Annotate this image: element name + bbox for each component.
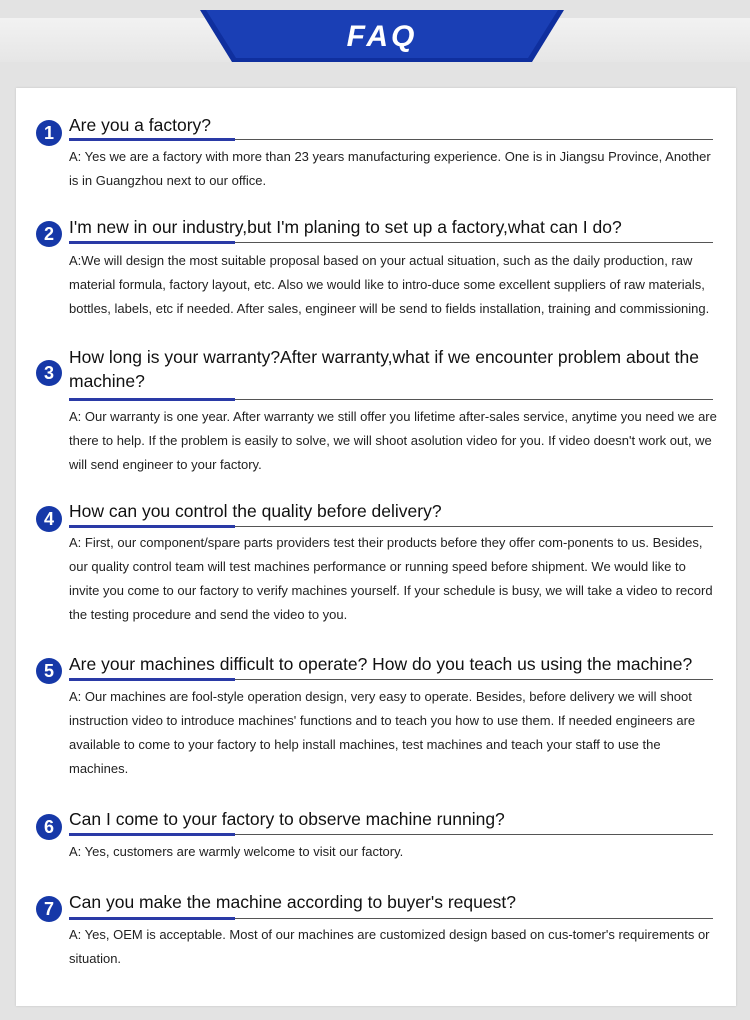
- question-divider: [69, 679, 713, 680]
- faq-answer: A: Our warranty is one year. After warranty we still offer you lifetime after-sales service, anytime you need we are there to help. If the problem is easily to solve, we will shoot asolution video for you. If video doesn't work out, we will send engineer to your factory.: [69, 409, 717, 472]
- question-divider: [69, 242, 713, 243]
- faq-answer: A: Our machines are fool-style operation design, very easy to operate. Besides, before delivery we will shoot instruction video to introduce machines' functions and to teach you how to use them. If needed engineers are available to come to your factory to help install machines, test machines and teach your staff to use the machines.: [69, 689, 696, 776]
- question-divider: [69, 139, 713, 140]
- page-title: FAQ: [346, 20, 418, 53]
- faq-question: Are your machines difficult to operate? How do you teach us using the machine?: [69, 654, 693, 674]
- number-badge: 3: [36, 360, 62, 386]
- faq-answer: A:We will design the most suitable proposal based on your actual situation, such as the daily production, raw material formula, factory layout, etc. Also we would like to intro-duce some excellent suppliers of raw materials, bottles, labels, etc if needed. After sales, engineer will be send to fields installation, training and commissioning.: [69, 253, 710, 316]
- number-badge: 5: [36, 658, 62, 684]
- number-badge: 7: [36, 896, 62, 922]
- faq-answer: A: First, our component/spare parts providers test their products before they offer com-ponents to us. Besides, our quality control team will test machines performance or running speed before shipment. We would like to invite you come to our factory to verify machines yourself. If your schedule is busy, we will take a video to record the testing procedure and send the video to you.: [69, 535, 713, 622]
- faq-question: Are you a factory?: [69, 115, 212, 135]
- number-badge: 4: [36, 506, 62, 532]
- faq-question: I'm new in our industry,but I'm planing to set up a factory,what can I do?: [69, 217, 622, 237]
- faq-question: Can I come to your factory to observe machine running?: [69, 809, 505, 829]
- number-badge: 2: [36, 221, 62, 247]
- faq-question: How can you control the quality before delivery?: [69, 501, 442, 521]
- question-divider: [69, 834, 713, 835]
- faq-question: How long is your warranty?After warranty,what if we encounter problem about the machine?: [69, 347, 699, 391]
- number-badge: 1: [36, 120, 62, 146]
- faq-panel: [16, 88, 736, 1006]
- question-divider: [69, 399, 713, 400]
- faq-answer: A: Yes, customers are warmly welcome to visit our factory.: [69, 844, 404, 859]
- faq-banner: [200, 10, 564, 62]
- faq-question: Can you make the machine according to buyer's request?: [69, 892, 516, 912]
- faq-answer: A: Yes we are a factory with more than 23 years manufacturing experience. One is in Jiangsu Province, Another is in Guangzhou next to our office.: [69, 149, 711, 188]
- question-divider: [69, 526, 713, 527]
- question-divider: [69, 918, 713, 919]
- faq-answer: A: Yes, OEM is acceptable. Most of our machines are customized design based on cus-tomer's requirements or situation.: [69, 927, 710, 966]
- number-badge: 6: [36, 814, 62, 840]
